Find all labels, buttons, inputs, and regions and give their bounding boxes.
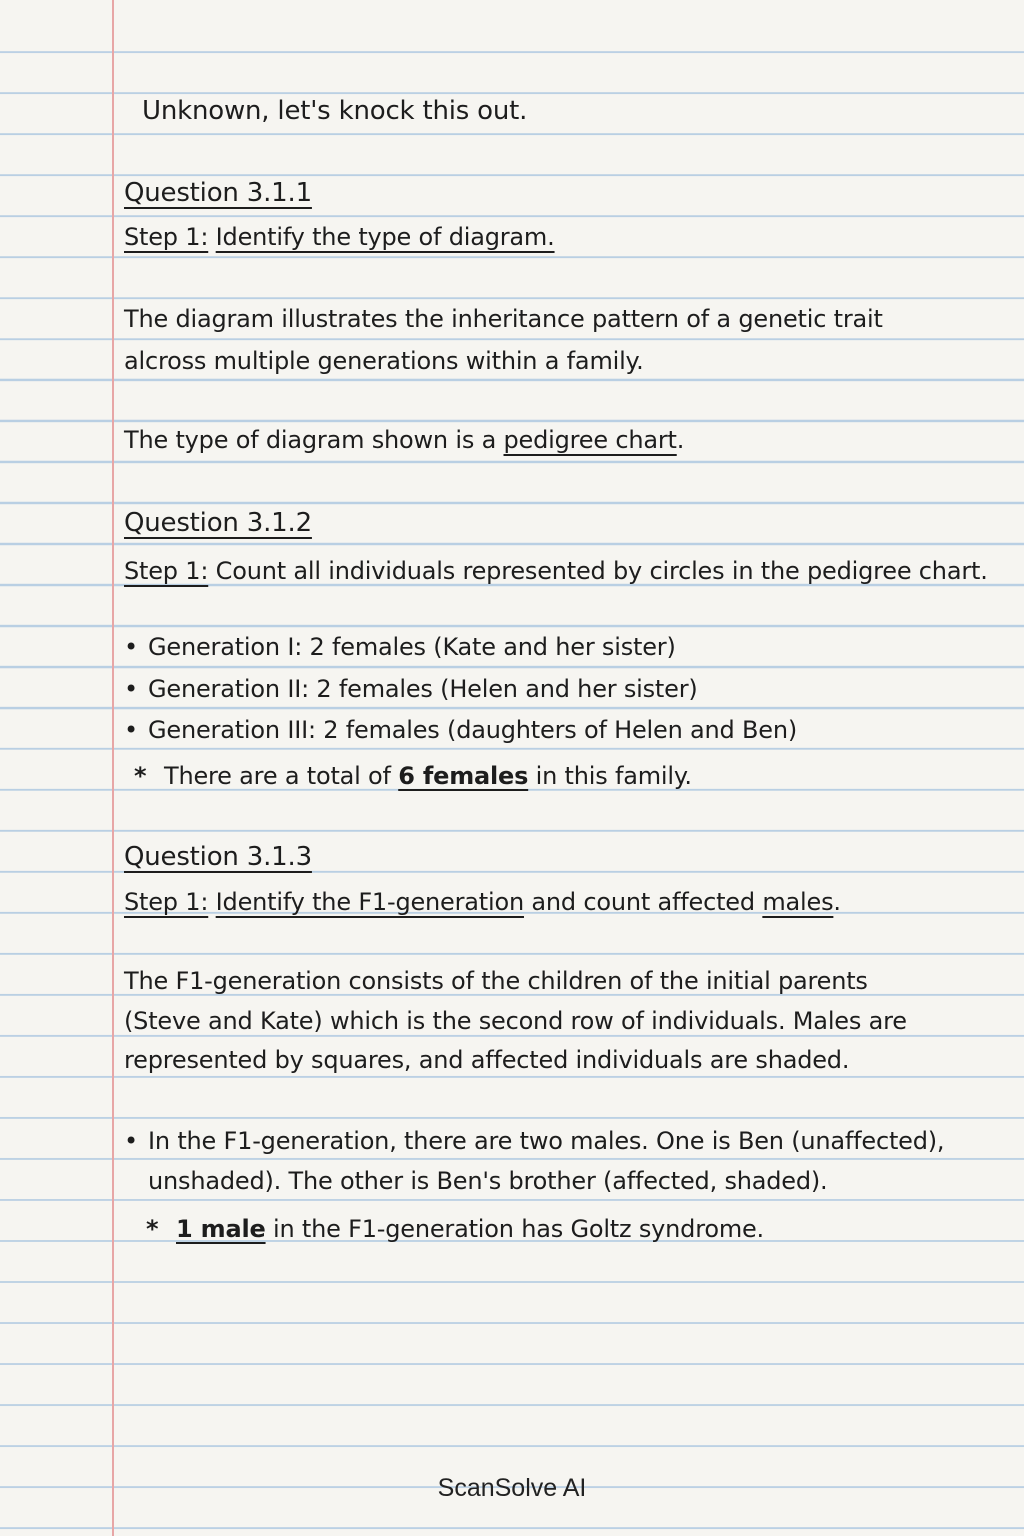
- step-text-c: males: [762, 888, 834, 916]
- q3-answer: * 1 male in the F1-generation has Goltz syndrome.: [146, 1215, 764, 1243]
- bullet-icon: •: [124, 633, 138, 661]
- q1-paragraph-line-2: alcross multiple generations within a family.: [124, 347, 644, 375]
- question-3-1-3-step: Step 1: Identify the F1-generation and count affected males.: [124, 888, 841, 916]
- bullet-icon: •: [124, 1127, 138, 1155]
- q2-total: * There are a total of 6 females in this family.: [134, 762, 692, 790]
- q1-answer: [124, 425, 684, 455]
- step-text: Count all individuals represented by circles in the pedigree chart.: [215, 557, 988, 585]
- step-label: Step 1:: [124, 223, 209, 251]
- q2-total-highlight: 6 females: [398, 762, 529, 790]
- greeting: Unknown, let's knock this out.: [142, 96, 528, 126]
- bullet-icon: •: [124, 716, 138, 744]
- list-item: • In the F1-generation, there are two males. One is Ben (unaffected),: [124, 1127, 945, 1155]
- question-3-1-1-title: Question 3.1.1: [124, 178, 312, 208]
- bullet-icon: •: [124, 675, 138, 703]
- q1-paragraph-line-1: The diagram illustrates the inheritance pattern of a genetic trait: [124, 305, 883, 333]
- list-item: • Generation I: 2 females (Kate and her sister): [124, 633, 676, 661]
- question-3-1-1-step: [124, 222, 555, 252]
- footer-brand: ScanSolve AI: [437, 1474, 587, 1502]
- step-label: Step 1:: [124, 888, 209, 916]
- list-item: • Generation II: 2 females (Helen and her sister): [124, 675, 698, 703]
- q1-answer-prefix: The type of diagram shown is a: [124, 426, 504, 454]
- asterisk-icon: *: [134, 762, 147, 790]
- q3-answer-highlight: 1 male: [176, 1215, 266, 1243]
- question-3-1-3-title: Question 3.1.3: [124, 842, 312, 872]
- q3-paragraph-line-3: represented by squares, and affected individuals are shaded.: [124, 1046, 850, 1074]
- list-item-continuation: unshaded). The other is Ben's brother (affected, shaded).: [148, 1167, 828, 1195]
- q1-answer-suffix: .: [676, 426, 685, 454]
- step-label: Step 1:: [124, 557, 209, 585]
- step-text-a: Identify the F1-generation: [215, 888, 524, 916]
- question-3-1-2-step: [124, 556, 988, 586]
- q1-answer-highlight: pedigree chart: [503, 426, 677, 454]
- solution-page: [124, 0, 1004, 1536]
- list-item: • Generation III: 2 females (daughters of Helen and Ben): [124, 716, 798, 744]
- q3-paragraph-line-1: The F1-generation consists of the children of the initial parents: [124, 967, 868, 995]
- q3-paragraph-line-2: (Steve and Kate) which is the second row of individuals. Males are: [124, 1007, 907, 1035]
- asterisk-icon: *: [146, 1215, 159, 1243]
- question-3-1-2-title: Question 3.1.2: [124, 508, 312, 538]
- notebook-margin-line: [112, 0, 114, 1536]
- step-text: Identify the type of diagram.: [215, 223, 555, 251]
